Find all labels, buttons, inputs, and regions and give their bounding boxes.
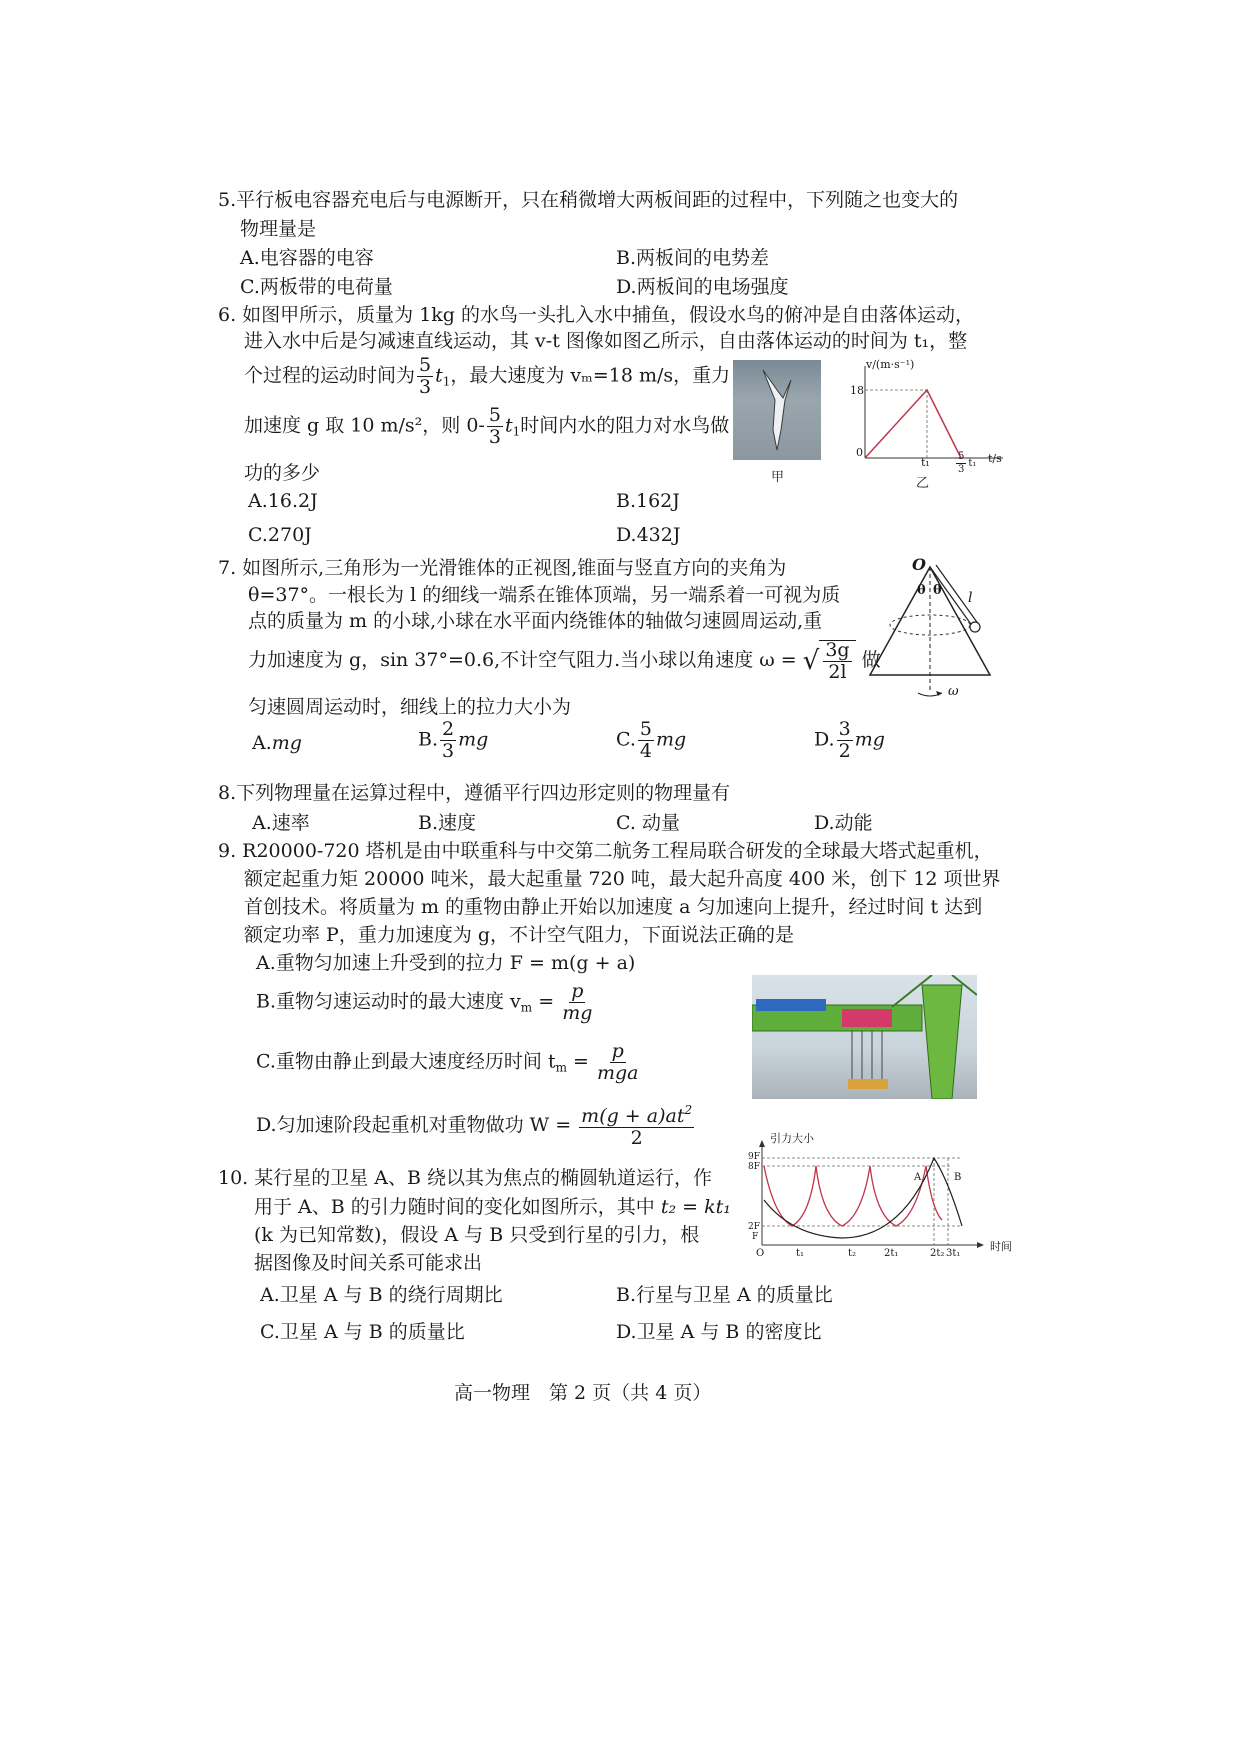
q7-option-a-letter: A. [252, 732, 272, 754]
q10-line2-text: 用于 A、B 的引力随时间的变化如图所示，其中 [254, 1196, 655, 1218]
q10-option-d: D.卫星 A 与 B 的密度比 [616, 1321, 822, 1343]
q6-vt-graph [843, 358, 1008, 468]
q9-line3: 首创技术。将质量为 m 的重物由静止开始以加速度 a 匀加速向上提升，经过时间 t 达到 [244, 896, 983, 918]
q9-option-b-sub: m [520, 1000, 533, 1015]
q9-option-b [256, 982, 594, 1023]
q9-crane-photo [752, 975, 977, 1099]
q6-frac2-numerator: 5 [488, 404, 501, 426]
q6-option-c: C.270J [248, 524, 312, 546]
q6-line1: 6. 如图甲所示，质量为 1kg 的水鸟一头扎入水中捕鱼，假设水鸟的俯冲是自由落体运动， [218, 304, 975, 326]
q9-option-b-den: mg [562, 1002, 593, 1024]
q8-stem: 8.下列物理量在运算过程中，遵循平行四边形定则的物理量有 [218, 782, 731, 804]
q6-graph-ylabel: v/(m·s⁻¹) [866, 358, 915, 371]
q7-option-a [252, 732, 302, 754]
q7-line3: 点的质量为 m 的小球,小球在水平面内绕锥体的轴做匀速圆周运动,重 [248, 610, 823, 632]
q10-option-b: B.行星与卫星 A 的质量比 [616, 1284, 833, 1306]
q10-graph-2t1: 2t₁ [884, 1248, 899, 1259]
q10-graph-f: F [752, 1232, 759, 1242]
q6-t-subscript: 1 [442, 374, 451, 389]
q7-line4 [248, 640, 881, 682]
q10-graph-2t2: 2t₂ [930, 1248, 945, 1259]
q10-graph-8f: 8F [748, 1162, 760, 1172]
q10-force-graph [752, 1140, 992, 1260]
q9-option-d-den: 2 [630, 1127, 643, 1149]
q7-line4-text-a: 力加速度为 g，sin 37°=0.6,不计空气阻力.当小球以角速度 ω = [248, 649, 797, 671]
q10-graph-xlabel: 时间 [990, 1240, 1012, 1253]
q7-option-d-mg: mg [854, 728, 885, 751]
q7-sqrt-denominator: 2l [828, 661, 847, 683]
q5-option-a: A.电容器的电容 [240, 247, 374, 269]
q7-sqrt-numerator: 3g [825, 639, 850, 661]
q6-graph-origin: 0 [856, 446, 863, 459]
q6-option-b: B.162J [616, 490, 680, 512]
q6-fraction-2 [487, 406, 503, 447]
q9-option-d-num: m(g + a)at [581, 1105, 685, 1127]
q6-line4 [244, 406, 729, 447]
q8-option-a: A.速率 [252, 812, 310, 834]
q9-line1: 9. R20000-720 塔机是由中联重科与中交第二航务工程局联合研发的全球最大塔式起重机， [218, 840, 993, 862]
q9-option-b-text: B.重物匀速运动时的最大速度 v [256, 990, 521, 1013]
q10-line3: (k 为已知常数)，假设 A 与 B 只受到行星的引力，根 [254, 1224, 700, 1246]
q6-option-a: A.16.2J [248, 490, 318, 512]
q7-option-c-den: 4 [639, 740, 652, 762]
q10-graph-label-a: A [914, 1172, 922, 1183]
q6-line4-text-b: 时间内水的阻力对水鸟做 [520, 414, 730, 437]
q7-cone-diagram [860, 555, 1010, 700]
q6-line3-text-b: ，最大速度为 vₘ=18 m/s，重力 [450, 364, 731, 387]
q7-line2: θ=37°。一根长为 l 的细线一端系在锥体顶端，另一端系着一可视为质 [248, 584, 841, 606]
q6-graph-t1: t₁ [921, 456, 930, 469]
q7-option-b-mg: mg [458, 728, 489, 751]
q9-option-d-sup: 2 [684, 1103, 693, 1117]
q7-sqrt: √ $\frac{3g}{2l}$ [803, 640, 856, 682]
q9-option-d [256, 1104, 696, 1148]
q6-line3 [244, 356, 730, 397]
q6-graph-53-n: 5 [958, 451, 965, 462]
q7-option-d [814, 720, 885, 761]
q6-fig-yi-label: 乙 [916, 476, 930, 491]
q8-option-b: B.速度 [418, 812, 477, 834]
q6-graph-53-t: t₁ [968, 458, 977, 469]
q9-option-c [256, 1042, 641, 1083]
q10-line2 [254, 1192, 731, 1219]
q6-graph-y18: 18 [850, 384, 864, 397]
q5-option-d: D.两板间的电场强度 [616, 276, 789, 298]
page-footer: 高一物理 第 2 页（共 4 页） [454, 1382, 712, 1404]
q10-graph-ylabel: 引力大小 [770, 1132, 814, 1145]
q7-option-c-num: 5 [639, 718, 652, 740]
bird-silhouette-icon [733, 360, 821, 460]
q9-option-c-eq: = [573, 1050, 589, 1073]
q9-line2: 额定起重力矩 20000 吨米，最大起重量 720 吨，最大起升高度 400 米，创下 12 项世界 [244, 868, 1001, 890]
q7-line5: 匀速圆周运动时，细线上的拉力大小为 [248, 696, 572, 718]
q9-line4: 额定功率 P，重力加速度为 g，不计空气阻力，下面说法正确的是 [244, 924, 795, 946]
q8-option-c: C. 动量 [616, 812, 680, 834]
q10-option-a: A.卫星 A 与 B 的绕行周期比 [260, 1284, 503, 1306]
q7-fig-theta1: θ [917, 583, 926, 598]
q7-option-c-mg: mg [656, 728, 687, 751]
q7-fig-l: l [968, 590, 973, 606]
q7-option-b [418, 720, 488, 761]
q5-option-c: C.两板带的电荷量 [240, 276, 393, 298]
q6-option-d: D.432J [616, 524, 681, 546]
q8-option-d: D.动能 [814, 812, 873, 834]
q6-t-symbol-2: t [504, 414, 513, 437]
q7-option-d-letter: D. [814, 728, 835, 751]
q6-fig-jia-label: 甲 [771, 470, 785, 485]
q10-graph-3t1: 3t₁ [946, 1248, 961, 1259]
q7-option-a-value: mg [271, 732, 302, 754]
q10-graph-2f: 2F [748, 1222, 760, 1232]
q10-line4: 据图像及时间关系可能求出 [254, 1252, 483, 1274]
q5-stem-line1: 5.平行板电容器充电后与电源断开，只在稍微增大两板间距的过程中，下列随之也变大的 [218, 189, 959, 211]
q6-graph-ts: t/s [988, 452, 1002, 465]
q10-line2-eq: t₂ = kt₁ [660, 1196, 731, 1218]
q7-option-c [616, 720, 686, 761]
q5-option-b: B.两板间的电势差 [616, 247, 770, 269]
q7-fig-o: O [912, 555, 926, 574]
q6-frac2-denominator: 3 [488, 426, 501, 448]
q10-line1: 10. 某行星的卫星 A、B 绕以其为焦点的椭圆轨道运行，作 [218, 1167, 713, 1189]
q5-stem-line2: 物理量是 [240, 218, 317, 240]
q6-line2: 进入水中后是匀减速直线运动，其 v-t 图像如图乙所示，自由落体运动的时间为 t₁，整 [244, 330, 968, 352]
q10-graph-label-b: B [954, 1172, 962, 1183]
q7-line1: 7. 如图所示,三角形为一光滑锥体的正视图,锥面与竖直方向的夹角为 [218, 557, 787, 579]
q7-option-d-num: 3 [838, 718, 851, 740]
q9-option-a: A.重物匀加速上升受到的拉力 F = m(g + a) [256, 952, 636, 974]
q6-graph-53t1 [954, 452, 976, 475]
q7-fig-theta2: θ [933, 583, 942, 598]
q6-bird-photo [733, 360, 821, 460]
q6-line5: 功的多少 [244, 462, 321, 484]
q6-frac-denominator: 3 [419, 376, 432, 398]
q9-option-c-num: p [611, 1040, 624, 1062]
q6-line3-text-a: 个过程的运动时间为 [244, 364, 416, 387]
q10-graph-t2: t₂ [848, 1248, 857, 1259]
q9-option-b-eq: = [538, 990, 555, 1013]
q6-fraction [417, 356, 433, 397]
q10-graph-origin: O [756, 1248, 765, 1259]
q7-fig-omega: ω [948, 684, 959, 699]
q9-option-c-den: mga [596, 1062, 639, 1084]
q10-graph-9f: 9F [748, 1152, 760, 1162]
q7-option-c-letter: C. [616, 728, 636, 751]
q6-graph-53-d: 3 [958, 464, 965, 475]
crane-illustration-icon [752, 975, 977, 1099]
q6-frac-numerator: 5 [419, 354, 432, 376]
q9-option-c-text: C.重物由静止到最大速度经历时间 t [256, 1050, 556, 1073]
q6-t-symbol: t [435, 364, 443, 387]
q9-option-b-num: p [571, 980, 584, 1002]
q9-option-d-text: D.匀加速阶段起重机对重物做功 W = [256, 1114, 572, 1136]
q9-option-c-sub: m [555, 1060, 567, 1075]
q10-option-c: C.卫星 A 与 B 的质量比 [260, 1321, 465, 1343]
q7-option-d-den: 2 [838, 740, 851, 762]
q7-option-b-den: 3 [442, 740, 455, 762]
q10-graph-t1: t₁ [796, 1248, 805, 1259]
q7-option-b-letter: B. [418, 728, 439, 751]
q7-line4-text-b: 做 [861, 649, 881, 671]
q7-option-b-num: 2 [442, 718, 455, 740]
q6-t-subscript-2: 1 [512, 424, 521, 439]
q6-line4-text-a: 加速度 g 取 10 m/s²，则 0- [244, 414, 485, 437]
